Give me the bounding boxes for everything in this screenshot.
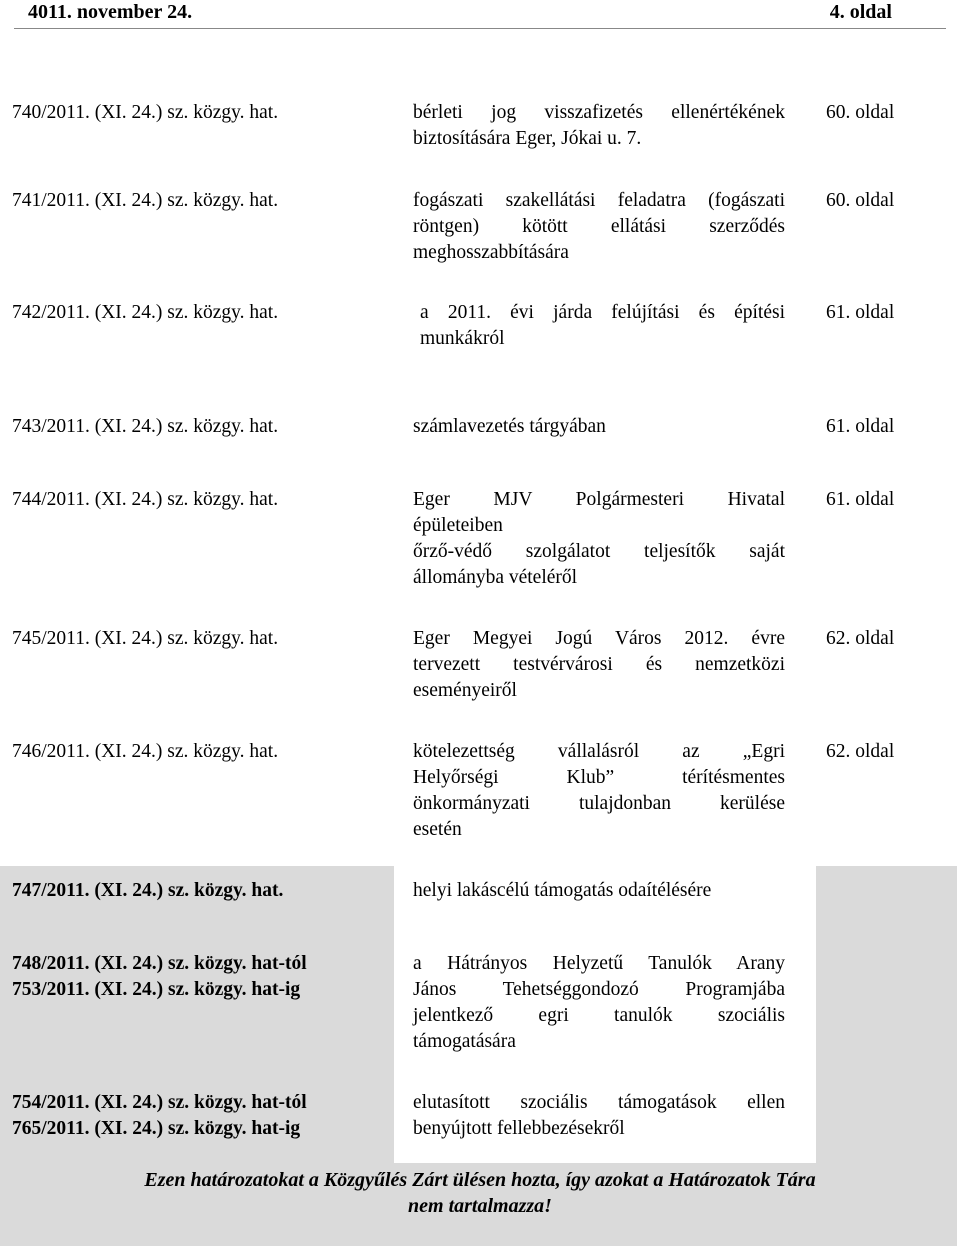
resolution-description: számlavezetés tárgyában: [413, 416, 606, 437]
resolution-page-ref: 61. oldal: [826, 302, 895, 323]
resolution-description: Eger Megyei Jogú Város 2012. évre tervezett testvérvárosi és nemzetközi eseményeiről: [413, 628, 785, 701]
closed-session-note-line2: nem tartalmazza!: [408, 1195, 552, 1217]
resolution-number: 744/2011. (XI. 24.) sz. közgy. hat.: [12, 489, 279, 510]
resolution-description: Eger MJV Polgármesteri Hivatal épületeiben őrző-védő szolgálatot teljesítők saját állományba vételéről: [413, 489, 785, 588]
resolution-description: kötelezettség vállalásról az „Egri Helyőrségi Klub” térítésmentes önkormányzati tulajdonban kerülése esetén: [413, 741, 785, 840]
resolution-number: 745/2011. (XI. 24.) sz. közgy. hat.: [12, 628, 279, 649]
closed-session-note-line1: Ezen határozatokat a Közgyűlés Zárt ülésen hozta, így azokat a Határozatok Tára: [144, 1169, 816, 1191]
resolution-page-ref: 60. oldal: [826, 102, 895, 123]
resolution-description: helyi lakáscélú támogatás odaítélésére: [413, 880, 712, 901]
resolution-page-ref: 62. oldal: [826, 628, 895, 649]
resolution-description: a Hátrányos Helyzetű Tanulók Arany János Tehetséggondozó Programjába jelentkező egri tanulók szociális támogatására: [413, 953, 785, 1052]
resolution-number-range: 748/2011. (XI. 24.) sz. közgy. hat-tól 753/2011. (XI. 24.) sz. közgy. hat-ig: [12, 953, 307, 1000]
resolution-page-ref: 62. oldal: [826, 741, 895, 762]
resolution-page-ref: 61. oldal: [826, 416, 895, 437]
resolution-number: 741/2011. (XI. 24.) sz. közgy. hat.: [12, 190, 279, 211]
resolution-number-range: 754/2011. (XI. 24.) sz. közgy. hat-tól 765/2011. (XI. 24.) sz. közgy. hat-ig: [12, 1092, 307, 1139]
resolution-page-ref: 61. oldal: [826, 489, 895, 510]
header-divider: [14, 28, 946, 29]
resolution-description: elutasított szociális támogatások ellen benyújtott fellebbezésekről: [413, 1092, 785, 1139]
resolution-number: 746/2011. (XI. 24.) sz. közgy. hat.: [12, 741, 279, 762]
header-date: 4011. november 24.: [28, 1, 193, 23]
closed-session-note: [60, 1167, 900, 1219]
header-page-number: 4. oldal: [829, 1, 892, 23]
resolution-page-ref: 60. oldal: [826, 190, 895, 211]
resolution-description: fogászati szakellátási feladatra (fogászati röntgen) kötött ellátási szerződés meghosszabbítására: [413, 190, 785, 263]
resolution-number: 742/2011. (XI. 24.) sz. közgy. hat.: [12, 302, 279, 323]
resolution-number: 747/2011. (XI. 24.) sz. közgy. hat.: [12, 880, 284, 901]
resolution-description: bérleti jog visszafizetés ellenértékének biztosítására Eger, Jókai u. 7.: [413, 102, 785, 149]
resolution-description: a 2011. évi járda felújítási és építési munkákról: [420, 302, 785, 349]
resolution-number: 743/2011. (XI. 24.) sz. közgy. hat.: [12, 416, 279, 437]
resolution-number: 740/2011. (XI. 24.) sz. közgy. hat.: [12, 102, 279, 123]
